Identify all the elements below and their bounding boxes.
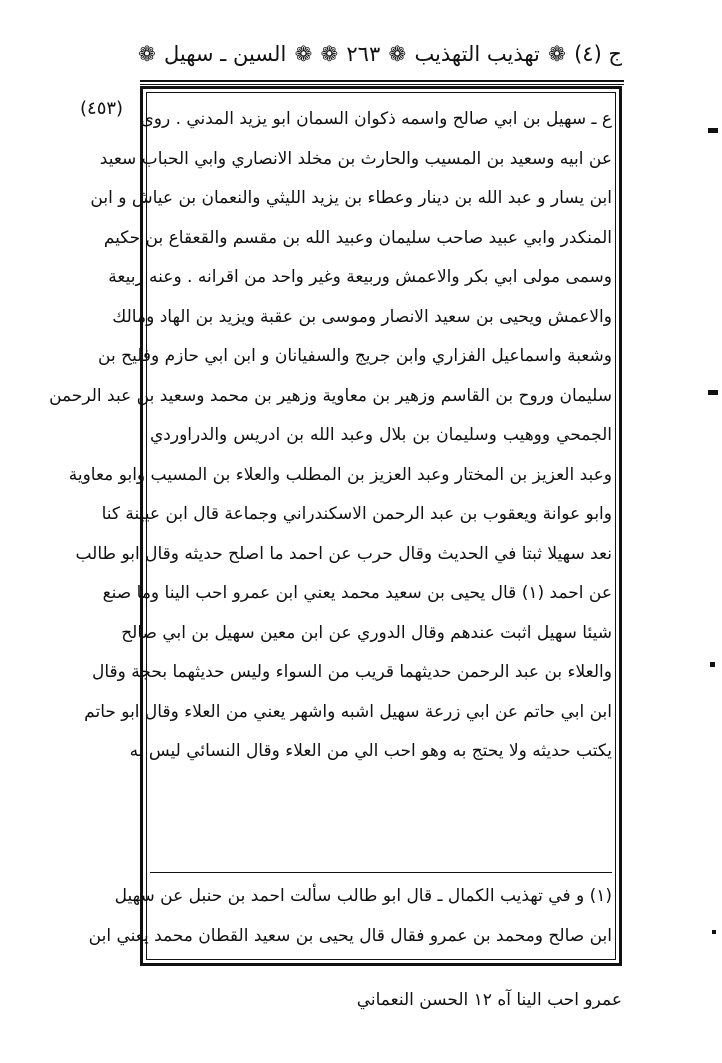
text-line: والاعمش ويحيى بن سعيد الانصار وموسى بن عقبة ويزيد بن الهاد ومالك [112,306,612,327]
text-line: والعلاء بن عبد الرحمن حديثهما قريب من السواء وليس حديثهما بحجة وقال [92,662,612,682]
page-number: ٢٦٣ [346,42,381,66]
footnote-line: ابن صالح ومحمد بن عمرو فقال قال يحيى بن سعيد القطان محمد يعني ابن [88,926,612,946]
book-title: تهذيب التهذيب [414,42,540,66]
footnote-line: (١) و في تهذيب الكمال ـ قال ابو طالب سألت احمد بن حنبل عن سهيل [114,886,612,906]
text-line: الجمحي ووهيب وسليمان بن بلال وعبد الله بن ادريس والدراوردي [150,425,612,445]
text-line: وعبد العزيز بن المختار وعبد العزيز بن المطلب والعلاء بن المسيب وابو معاوية [68,464,612,485]
section-title: السين ـ سهيل [163,42,287,66]
footnotes [88,876,612,956]
text-line: شيئا سهيل اثبت عندهم وقال الدوري عن ابن معين سهيل بن ابي صالح [121,622,612,643]
footnote-divider [150,872,612,873]
margin-mark [710,662,715,667]
ornament-icon: ❁ [294,42,313,66]
ornament-icon: ❁ [388,42,407,66]
margin-mark [708,128,718,133]
entry-number: (٤٥٣) [80,98,124,119]
header-rule [140,80,624,82]
ornament-icon: ❁ [138,42,156,66]
text-line: سليمان وروح بن القاسم وزهير بن معاوية وزهير بن محمد وسعيد بن عبد الرحمن [49,385,612,406]
text-line: المنكدر وابي عبيد صاحب سليمان وعبيد الله بن مقسم والقعقاع بن حكيم [103,227,612,248]
margin-mark [712,930,716,934]
text-line: عن ابيه وسعيد بن المسيب والحارث بن مخلد الانصاري وابي الحباب سعيد [99,148,612,169]
text-line: وابو عوانة ويعقوب بن عبد الرحمن الاسكندراني وجماعة قال ابن عيينة كنا [101,504,612,524]
text-line: وشعبة واسماعيل الفزاري وابن جريج والسفيانان و ابن ابي حازم وفليح بن [98,346,612,366]
margin-mark [708,390,718,395]
text-line: ع ـ سهيل بن ابي صالح واسمه ذكوان السمان ابو يزيد المدني . روى [140,109,612,129]
text-line: عن احمد (١) قال يحيى بن سعيد محمد يعني ابن عمرو احب الينا وما صنع [102,583,612,603]
text-line: ابن يسار و عبد الله بن دينار وعطاء بن يزيد الليثي والنعمان بن عياش و ابن [90,188,612,208]
header-rule [140,84,624,85]
text-line: ابن ابي حاتم عن ابي زرعة سهيل اشبه واشهر يعني من العلاء وقال ابو حاتم [84,701,612,722]
text-line: يكتب حديثه ولا يحتج به وهو احب الي من العلاء وقال النسائي ليس به [129,741,612,761]
volume-label: ج (٤) [574,42,622,66]
ornament-icon: ❁ [548,42,566,66]
ornament-icon: ❁ [320,42,339,66]
page-header [138,34,622,74]
text-line: نعد سهيلا ثبتا في الحديث وقال حرب عن احمد ما اصلح حديثه وقال ابو طالب [75,543,612,564]
footnote-continuation: عمرو احب الينا آه ١٢ الحسن النعماني [356,990,622,1010]
text-line: وسمى مولى ابي بكر والاعمش وربيعة وغير واحد من اقرانه . وعنه ربيعة [108,267,612,287]
